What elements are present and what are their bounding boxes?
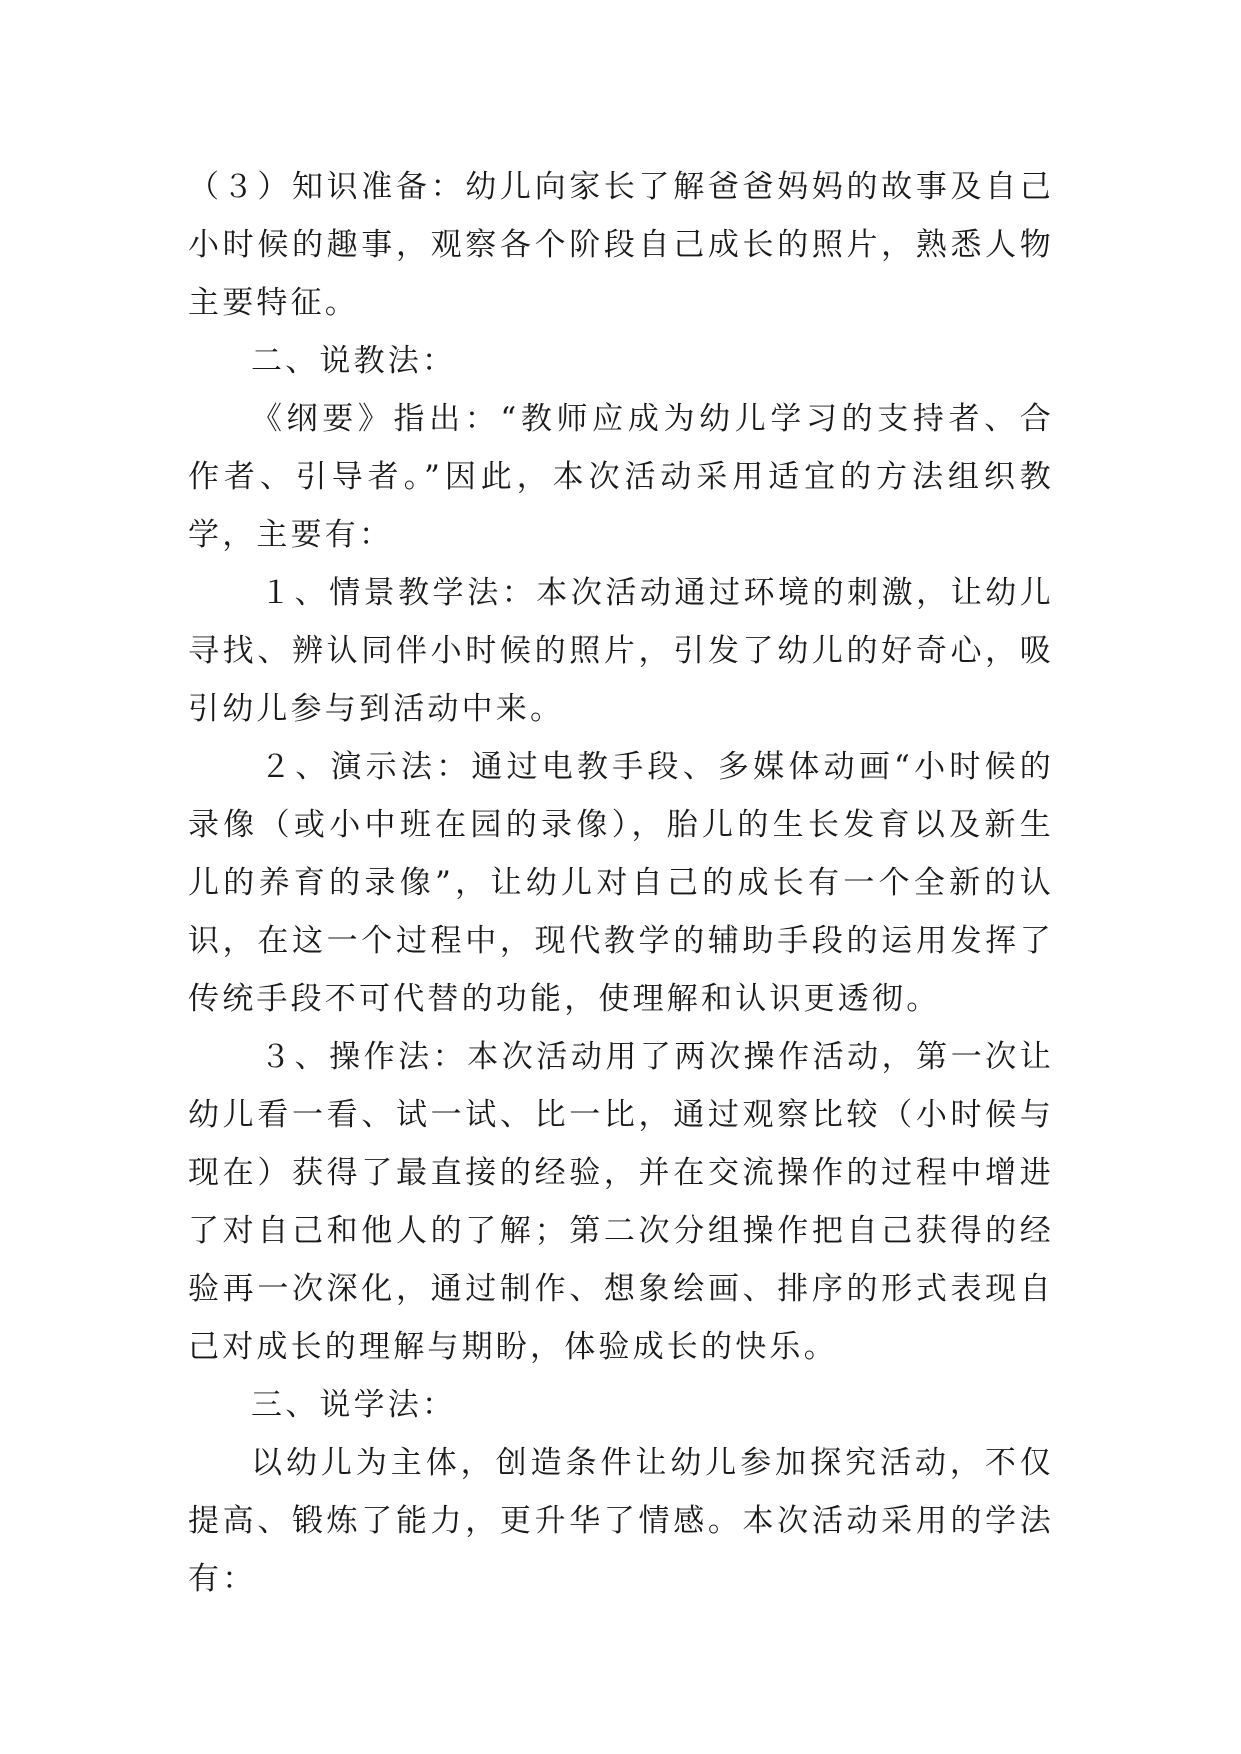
heading-learning-methods: 三、说学法：	[251, 1387, 457, 1423]
paragraph-situational-teaching: １、情景教学法：本次活动通过环境的刺激，让幼儿寻找、辨认同伴小时候的照片，引发了幼儿的好奇心，吸引幼儿参与到活动中来。	[188, 575, 1054, 727]
paragraph-knowledge-preparation: （３）知识准备：幼儿向家长了解爸爸妈妈的故事及自己小时候的趣事，观察各个阶段自己成长的照片，熟悉人物主要特征。	[188, 169, 1054, 321]
paragraph-child-centered: 以幼儿为主体，创造条件让幼儿参加探究活动，不仅提高、锻炼了能力，更升华了情感。本次活动采用的学法有：	[188, 1445, 1054, 1597]
document-body	[188, 158, 1054, 1608]
paragraph-operation-method: ３、操作法：本次活动用了两次操作活动，第一次让幼儿看一看、试一试、比一比，通过观察比较（小时候与现在）获得了最直接的经验，并在交流操作的过程中增进了对自己和他人的了解；第二次分组操作把自己获得的经验再一次深化，通过制作、想象绘画、排序的形式表现自己对成长的理解与期盼，体验成长的快乐。	[188, 1039, 1054, 1365]
paragraph-demonstration-method: ２、演示法：通过电教手段、多媒体动画“小时候的录像（或小中班在园的录像），胎儿的生长发育以及新生儿的养育的录像”，让幼儿对自己的成长有一个全新的认识，在这一个过程中，现代教学的辅助手段的运用发挥了传统手段不可代替的功能，使理解和认识更透彻。	[188, 749, 1054, 1017]
paragraph-guideline-quote: 《纲要》指出：“教师应成为幼儿学习的支持者、合作者、引导者。”因此，本次活动采用适宜的方法组织教学，主要有：	[188, 401, 1054, 553]
heading-teaching-methods: 二、说教法：	[251, 343, 457, 379]
